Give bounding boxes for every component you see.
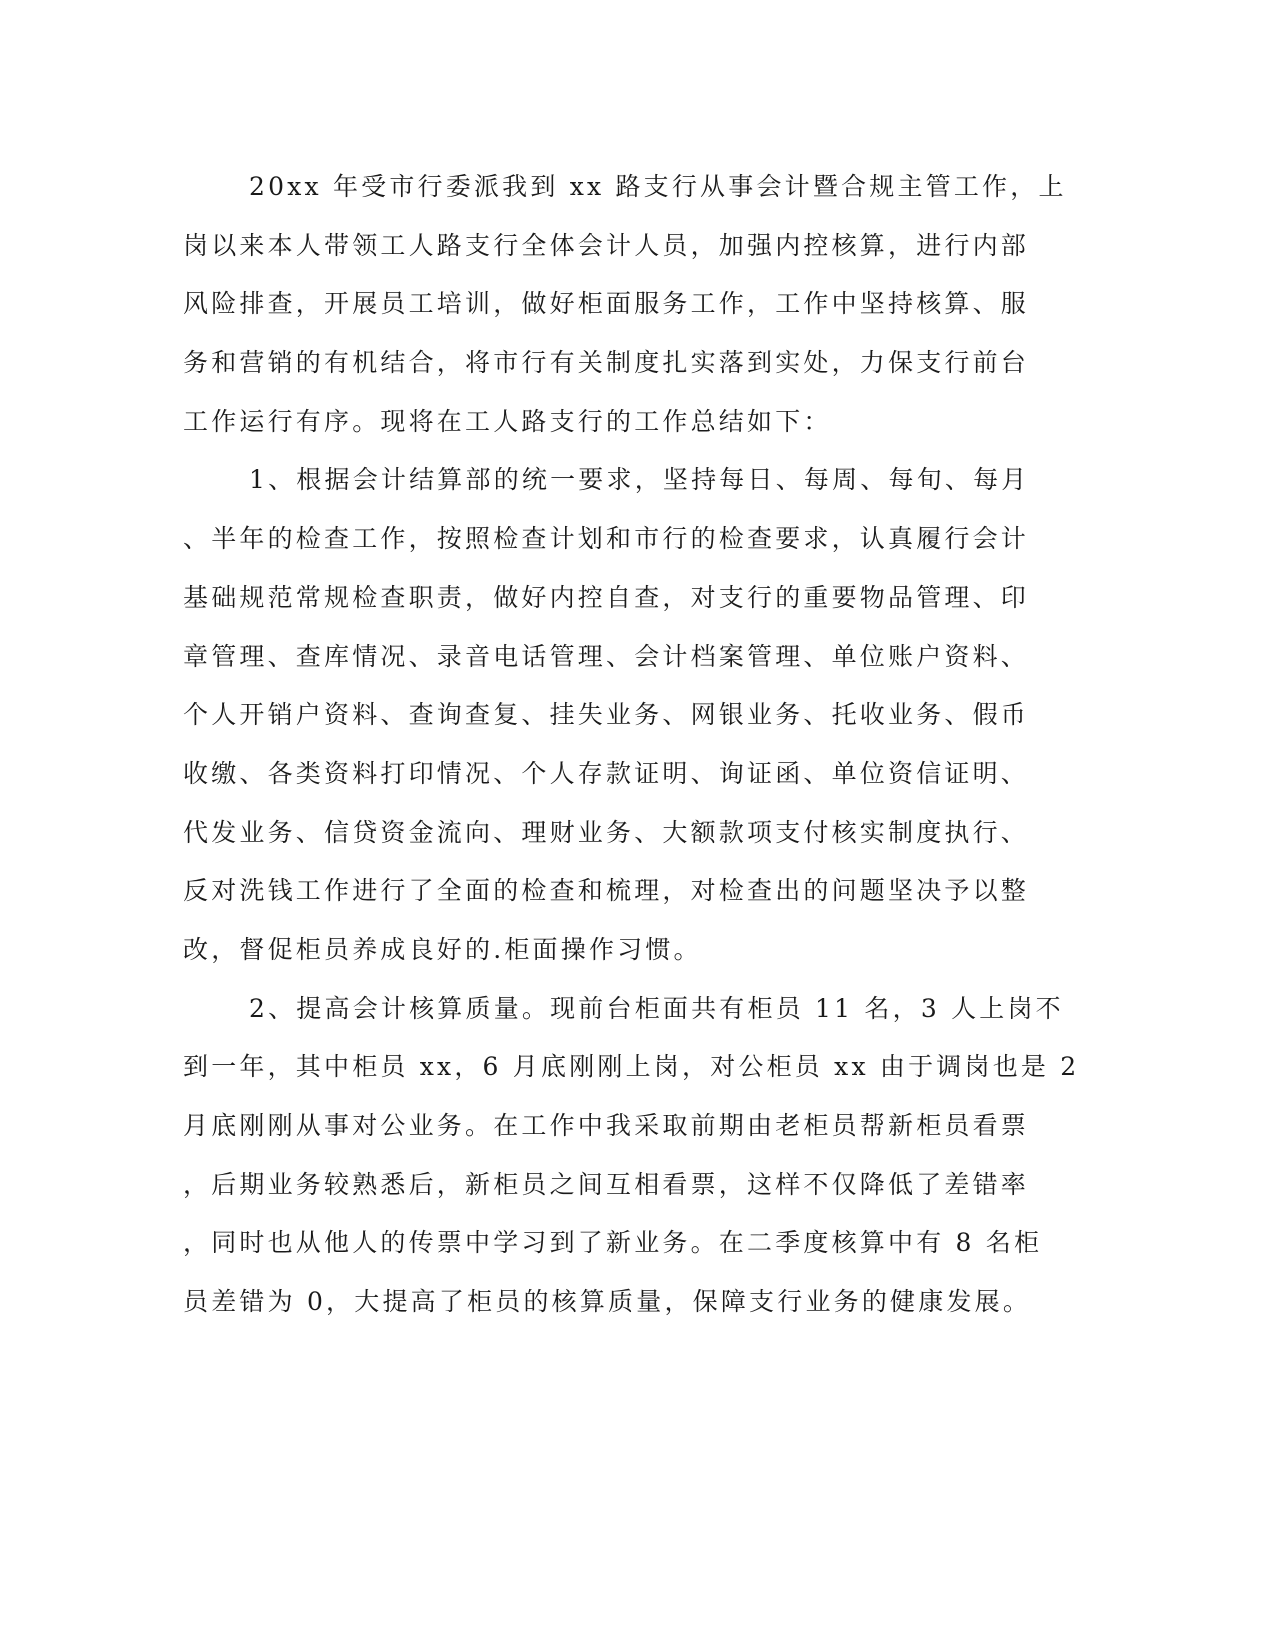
text-line: 改，督促柜员养成良好的.柜面操作习惯。: [183, 934, 702, 964]
paragraph-intro: [183, 158, 1067, 451]
text-line: 代发业务、信贷资金流向、理财业务、大额款项支付核实制度执行、: [183, 817, 1030, 847]
text-line: 反对洗钱工作进行了全面的检查和梳理，对检查出的问题坚决予以整: [183, 876, 1030, 906]
text-line: ，同时也从他人的传票中学习到了新业务。在二季度核算中有 8 名柜: [183, 1228, 1043, 1258]
text-line: 个人开销户资料、查询查复、挂失业务、网银业务、托收业务、假币: [183, 700, 1030, 730]
document-body: [183, 158, 1080, 1332]
text-line: 章管理、查库情况、录音电话管理、会计档案管理、单位账户资料、: [183, 641, 1030, 671]
text-line: 岗以来本人带领工人路支行全体会计人员，加强内控核算，进行内部: [183, 230, 1030, 260]
paragraph-item-2: [183, 980, 1080, 1332]
text-line: 收缴、各类资料打印情况、个人存款证明、询证函、单位资信证明、: [183, 758, 1030, 788]
text-line: 风险排查，开展员工培训，做好柜面服务工作，工作中坚持核算、服: [183, 289, 1030, 319]
text-line: 工作运行有序。现将在工人路支行的工作总结如下：: [183, 406, 832, 436]
paragraph-item-1: [183, 451, 1030, 979]
text-line: 1、根据会计结算部的统一要求，坚持每日、每周、每旬、每月: [249, 465, 1030, 495]
text-line: ，后期业务较熟悉后，新柜员之间互相看票，这样不仅降低了差错率: [183, 1169, 1030, 1199]
text-line: 、半年的检查工作，按照检查计划和市行的检查要求，认真履行会计: [183, 524, 1030, 554]
text-line: 20xx 年受市行委派我到 xx 路支行从事会计暨合规主管工作，上: [249, 172, 1067, 201]
text-line: 基础规范常规检查职责，做好内控自查，对支行的重要物品管理、印: [183, 582, 1030, 612]
text-line: 月底刚刚从事对公业务。在工作中我采取前期由老柜员帮新柜员看票: [183, 1111, 1030, 1140]
text-line: 务和营销的有机结合，将市行有关制度扎实落到实处，力保支行前台: [183, 348, 1030, 378]
text-line: 员差错为 0，大提高了柜员的核算质量，保障支行业务的健康发展。: [183, 1287, 1032, 1317]
text-line: 到一年，其中柜员 xx，6 月底刚刚上岗，对公柜员 xx 由于调岗也是 2: [183, 1052, 1080, 1082]
text-line: 2、提高会计核算质量。现前台柜面共有柜员 11 名，3 人上岗不: [249, 993, 1064, 1023]
